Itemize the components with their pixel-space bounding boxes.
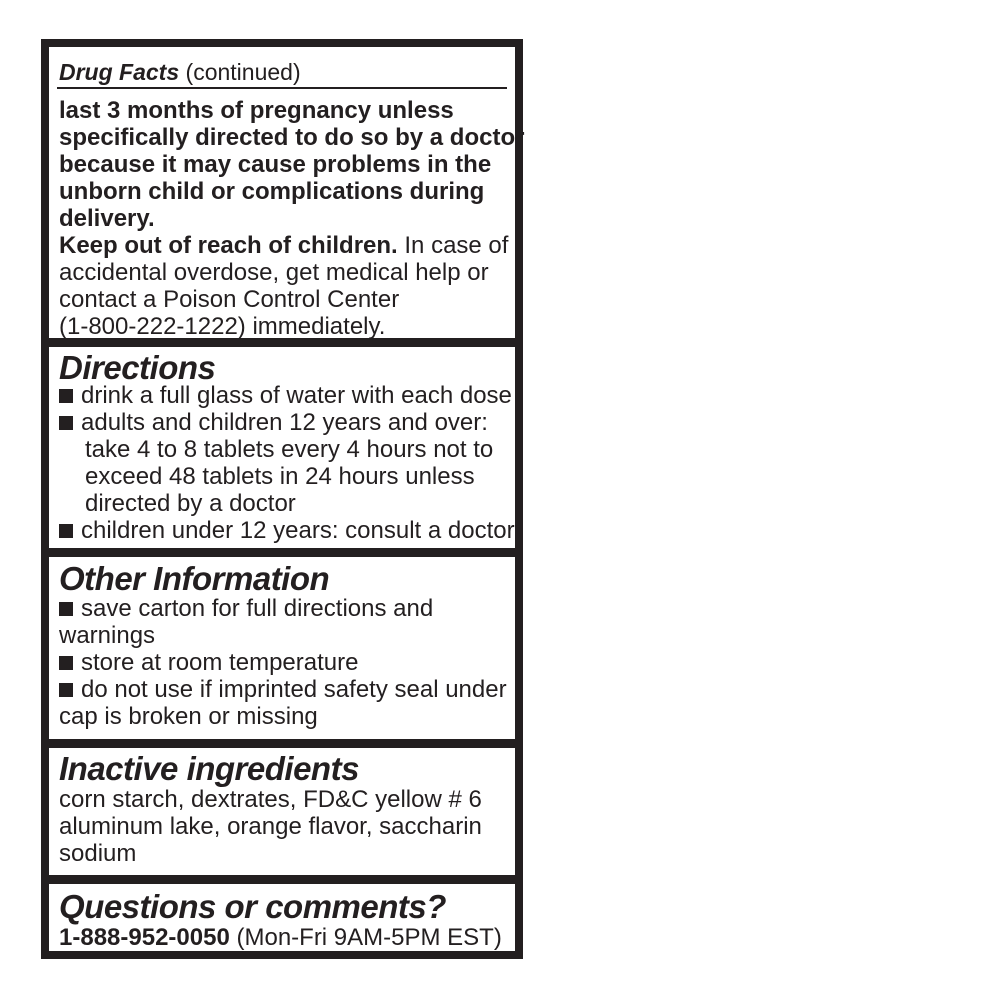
directions-item: children under 12 years: consult a doctor bbox=[59, 517, 515, 544]
other-information-heading: Other Information bbox=[59, 560, 330, 597]
keep-out-bold: Keep out of reach of children. bbox=[59, 232, 398, 259]
inactive-ingredients-line: sodium bbox=[59, 840, 137, 867]
inactive-ingredients-heading: Inactive ingredients bbox=[59, 750, 359, 787]
bullet-square-icon bbox=[59, 602, 73, 616]
warning-line: last 3 months of pregnancy unless bbox=[59, 97, 454, 124]
directions-item: adults and children 12 years and over: bbox=[59, 409, 488, 436]
continued-label: (continued) bbox=[185, 59, 301, 85]
warning-line: unborn child or complications during bbox=[59, 178, 485, 205]
bullet-square-icon bbox=[59, 524, 73, 538]
header-rule bbox=[57, 87, 507, 89]
directions-panel bbox=[49, 347, 515, 548]
other-information-item: save carton for full directions and bbox=[59, 595, 433, 622]
directions-item-cont: directed by a doctor bbox=[85, 490, 296, 517]
bullet-square-icon bbox=[59, 683, 73, 697]
keep-out-rest: In case of bbox=[397, 232, 509, 259]
inactive-ingredients-line: aluminum lake, orange flavor, saccharin bbox=[59, 813, 482, 840]
directions-item: drink a full glass of water with each dose bbox=[59, 382, 512, 409]
directions-item-cont: take 4 to 8 tablets every 4 hours not to bbox=[85, 436, 494, 463]
other-information-panel bbox=[49, 557, 515, 739]
bullet-square-icon bbox=[59, 416, 73, 430]
warnings-panel bbox=[49, 47, 525, 340]
drug-facts-header bbox=[59, 59, 301, 86]
warning-line: delivery. bbox=[59, 205, 155, 232]
questions-contact bbox=[59, 924, 502, 951]
inactive-ingredients-panel bbox=[49, 748, 515, 875]
directions-item-cont: exceed 48 tablets in 24 hours unless bbox=[85, 463, 475, 490]
other-information-item: store at room temperature bbox=[59, 649, 358, 676]
other-information-item-cont: warnings bbox=[59, 622, 156, 649]
other-information-item: do not use if imprinted safety seal under bbox=[59, 676, 507, 703]
overdose-line: contact a Poison Control Center bbox=[59, 286, 400, 313]
drug-facts-title: Drug Facts bbox=[59, 59, 180, 85]
inactive-ingredients-line: corn starch, dextrates, FD&C yellow # 6 bbox=[59, 786, 482, 813]
warning-line: because it may cause problems in the bbox=[59, 151, 492, 178]
questions-panel bbox=[49, 884, 515, 951]
phone-number: 1-888-952-0050 bbox=[59, 924, 230, 951]
contact-hours: (Mon-Fri 9AM-5PM EST) bbox=[229, 924, 502, 951]
drug-facts-label bbox=[41, 39, 523, 959]
bullet-square-icon bbox=[59, 389, 73, 403]
overdose-line: accidental overdose, get medical help or bbox=[59, 259, 489, 286]
keep-out-line bbox=[59, 232, 508, 259]
questions-heading: Questions or comments? bbox=[59, 888, 446, 925]
directions-heading: Directions bbox=[59, 349, 216, 386]
overdose-line: (1-800-222-1222) immediately. bbox=[59, 313, 386, 340]
bullet-square-icon bbox=[59, 656, 73, 670]
warning-line: specifically directed to do so by a doctor bbox=[59, 124, 525, 151]
other-information-item-cont: cap is broken or missing bbox=[59, 703, 318, 730]
